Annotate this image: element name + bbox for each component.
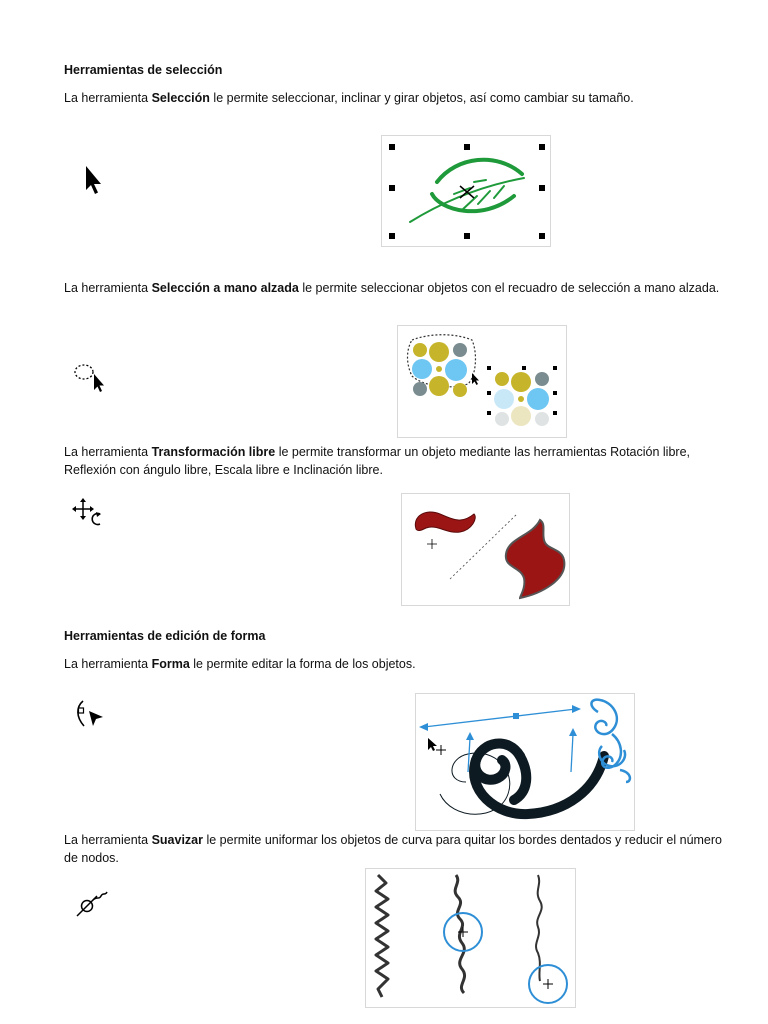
free-transform-figure — [401, 493, 570, 606]
tool-name: Suavizar — [151, 833, 203, 847]
tool-name: Transformación libre — [151, 445, 276, 459]
shape-edit-figure — [415, 693, 635, 831]
description-text: La herramienta — [64, 657, 152, 671]
leaf-selection-figure — [381, 135, 551, 247]
tool-description-pick — [64, 89, 724, 107]
smooth-tool-icon — [75, 888, 109, 923]
tool-name: Forma — [151, 657, 190, 671]
description-text: La herramienta — [64, 281, 152, 295]
description-text: le permite seleccionar, inclinar y girar objetos, así como cambiar su tamaño. — [209, 91, 634, 105]
description-text: le permite uniformar los objetos de curva para quitar los bordes dentados y reducir el número de nodos. — [64, 833, 723, 865]
freehand-selection-figure — [397, 325, 567, 438]
tool-description-smooth — [64, 831, 724, 867]
tool-name: Selección — [151, 91, 210, 105]
description-text: le permite editar la forma de los objetos. — [189, 657, 416, 671]
tool-description-shape — [64, 655, 724, 673]
freehand-pick-tool-icon — [72, 360, 106, 397]
tool-description-free-transform — [64, 443, 724, 479]
smooth-figure — [365, 868, 576, 1008]
description-text: La herramienta — [64, 445, 152, 459]
description-text: le permite seleccionar objetos con el recuadro de selección a mano alzada. — [298, 281, 720, 295]
free-transform-tool-icon — [72, 498, 106, 533]
section-heading-selection: Herramientas de selección — [64, 63, 223, 77]
tool-description-freehand-pick — [64, 279, 724, 297]
pick-tool-icon — [84, 165, 104, 202]
description-text: le permite transformar un objeto mediante las herramientas Rotación libre, Reflexión con ángulo libre, Escala libre e Inclinación libre. — [64, 445, 691, 477]
tool-name: Selección a mano alzada — [151, 281, 299, 295]
section-heading-shape-editing: Herramientas de edición de forma — [64, 629, 266, 643]
description-text: La herramienta — [64, 833, 152, 847]
description-text: La herramienta — [64, 91, 152, 105]
shape-tool-icon — [74, 699, 106, 734]
